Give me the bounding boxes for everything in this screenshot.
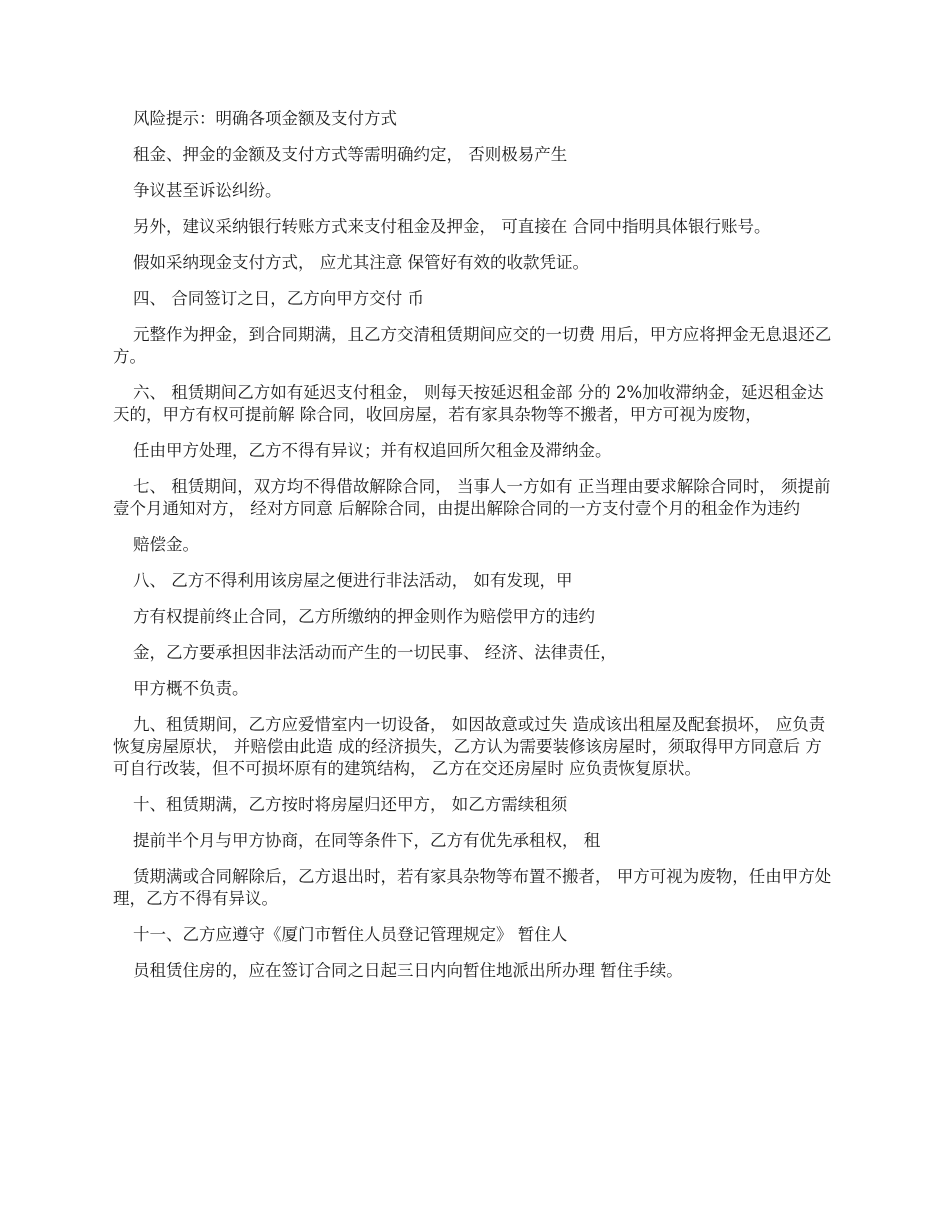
paragraph-move-out: 赁期满或合同解除后，乙方退出时，若有家具杂物等布置不搬者， 甲方可视为废物，任由甲方处理，乙方不得有异议。 bbox=[113, 867, 832, 908]
paragraph-clause-10: 十、租赁期满，乙方按时将房屋归还甲方， 如乙方需续租须 bbox=[133, 795, 568, 814]
paragraph-risk-title: 风险提示：明确各项金额及支付方式 bbox=[133, 109, 397, 128]
paragraph-clause-8: 八、 乙方不得利用该房屋之便进行非法活动， 如有发现，甲 bbox=[133, 571, 573, 590]
paragraph-deposit: 元整作为押金，到合同期满，且乙方交清租赁期间应交的一切费 用后，甲方应将押金无息退还乙方。 bbox=[113, 325, 832, 366]
document-body bbox=[113, 108, 838, 996]
paragraph-compensation: 赔偿金。 bbox=[133, 535, 199, 554]
paragraph-renewal: 提前半个月与甲方协商，在同等条件下，乙方有优先承租权， 租 bbox=[133, 831, 601, 850]
paragraph-clause-7: 七、 租赁期间，双方均不得借故解除合同， 当事人一方如有 正当理由要求解除合同时， 须提前壹个月通知对方， 经对方同意 后解除合同，由提出解除合同的一方支付壹个月的租金作为违约 bbox=[113, 477, 831, 518]
paragraph-bank-transfer: 另外，建议采纳银行转账方式来支付租金及押金， 可直接在 合同中指明具体银行账号。 bbox=[133, 217, 771, 236]
paragraph-late-fee: 任由甲方处理，乙方不得有异议；并有权追回所欠租金及滞纳金。 bbox=[133, 441, 612, 460]
paragraph-payment-terms: 租金、押金的金额及支付方式等需明确约定， 否则极易产生 bbox=[133, 145, 568, 164]
paragraph-termination: 方有权提前终止合同，乙方所缴纳的押金则作为赔偿甲方的违约 bbox=[133, 607, 595, 626]
paragraph-liability: 金，乙方要承担因非法活动而产生的一切民事、 经济、法律责任， bbox=[133, 643, 617, 662]
paragraph-residence-registration: 员租赁住房的，应在签订合同之日起三日内向暂住地派出所办理 暂住手续。 bbox=[133, 961, 683, 980]
paragraph-clause-9: 九、租赁期间，乙方应爱惜室内一切设备， 如因故意或过失 造成该出租屋及配套损坏， 应负责恢复房屋原状， 并赔偿由此造 成的经济损失，乙方认为需要装修该房屋时，须取得甲方同意后 方可自行改装，但不可损坏原有的建筑结构， 乙方在交还房屋时 应负责恢复原状。 bbox=[113, 715, 826, 778]
paragraph-cash-payment: 假如采纳现金支付方式， 应尤其注意 保管好有效的收款凭证。 bbox=[133, 253, 589, 272]
paragraph-clause-6: 六、 租赁期间乙方如有延迟支付租金， 则每天按延迟租金部 分的 2%加收滞纳金，延迟租金达 天的，甲方有权可提前解 除合同，收回房屋，若有家具杂物等不搬者，甲方可视为废物， bbox=[113, 383, 824, 424]
paragraph-clause-4: 四、 合同签订之日，乙方向甲方交付 币 bbox=[133, 289, 424, 308]
paragraph-dispute: 争议甚至诉讼纠纷。 bbox=[133, 181, 282, 200]
paragraph-no-responsibility: 甲方概不负责。 bbox=[133, 679, 249, 698]
paragraph-clause-11: 十一、乙方应遵守《厦门市暂住人员登记管理规定》 暂住人 bbox=[133, 925, 568, 944]
